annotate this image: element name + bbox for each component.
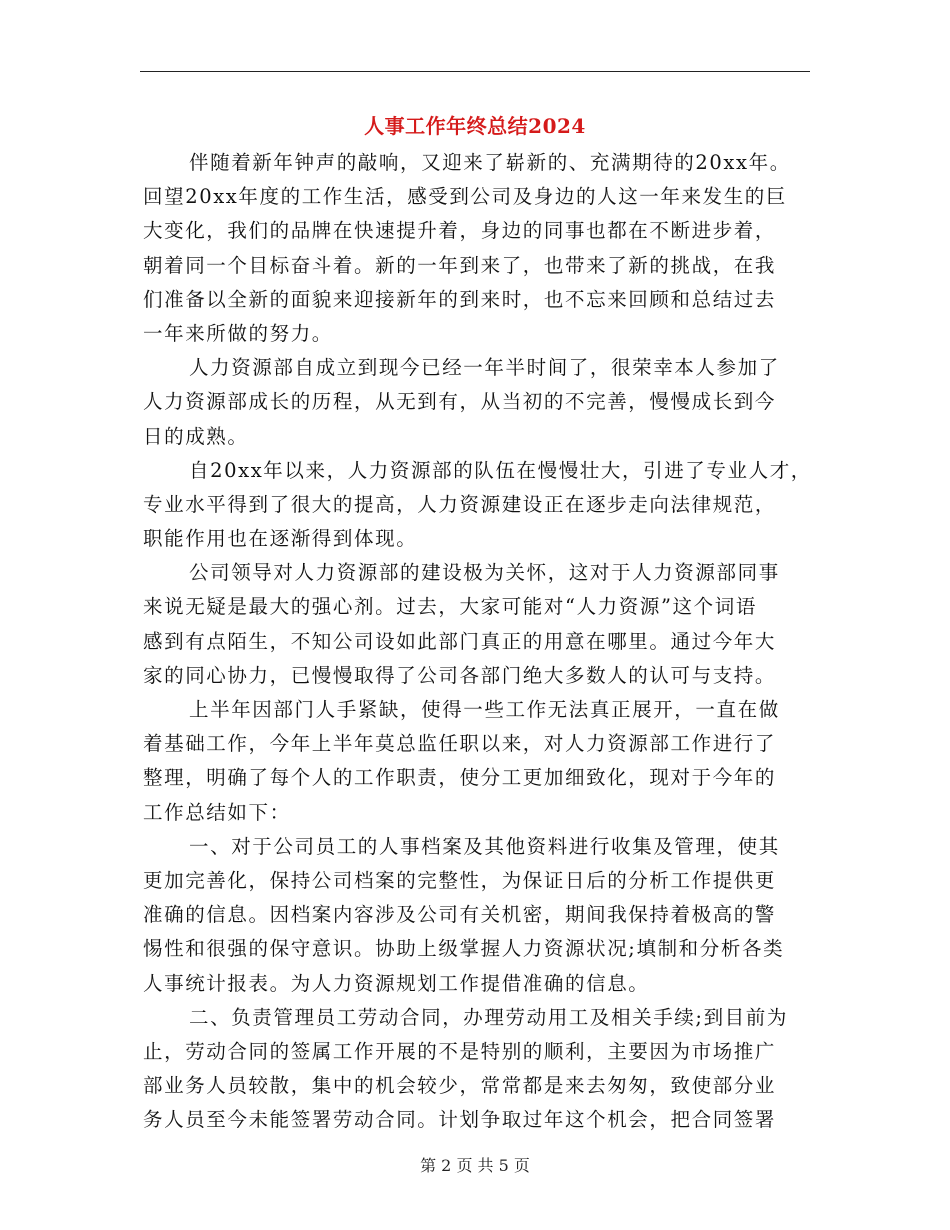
- body-line: 专业水平得到了很大的提高，人力资源建设正在逐步走向法律规范，: [143, 492, 777, 516]
- body-line: 大变化，我们的品牌在快速提升着，身边的同事也都在不断进步着，: [143, 219, 777, 243]
- body-line: 一、对于公司员工的人事档案及其他资料进行收集及管理，使其: [189, 834, 780, 858]
- body-line: 着基础工作，今年上半年莫总监任职以来，对人力资源部工作进行了: [143, 732, 777, 756]
- body-line: 更加完善化，保持公司档案的完整性，为保证日后的分析工作提供更: [143, 868, 777, 892]
- page-footer: 第 2 页 共 5 页: [420, 1156, 530, 1175]
- body-line: 家的同心协力，已慢慢取得了公司各部门绝大多数人的认可与支持。: [143, 663, 777, 687]
- document-title: 人事工作年终总结2024: [364, 114, 586, 138]
- body-line: 回望20xx年度的工作生活，感受到公司及身边的人这一年来发生的巨: [143, 185, 788, 209]
- body-line: 朝着同一个目标奋斗着。新的一年到来了，也带来了新的挑战，在我: [143, 253, 777, 277]
- body-line: 上半年因部门人手紧缺，使得一些工作无法真正展开，一直在做: [189, 698, 780, 721]
- body-line: 们准备以全新的面貌来迎接新年的到来时，也不忘来回顾和总结过去: [143, 287, 777, 311]
- body-line: 自20xx年以来，人力资源部的队伍在慢慢壮大，引进了专业人才，: [189, 458, 812, 482]
- body-line: 人力资源部自成立到现今已经一年半时间了，很荣幸本人参加了: [189, 356, 780, 380]
- body-line: 工作总结如下：: [143, 800, 291, 824]
- body-line: 日的成熟。: [143, 424, 249, 448]
- body-line: 人力资源部成长的历程，从无到有，从当初的不完善，慢慢成长到今: [143, 390, 777, 414]
- body-line: 职能作用也在逐渐得到体现。: [143, 527, 418, 551]
- body-line: 务人员至今未能签署劳动合同。计划争取过年这个机会，把合同签署: [143, 1108, 777, 1132]
- body-line: 止，劳动合同的签属工作开展的不是特别的顺利，主要因为市场推广: [143, 1039, 777, 1063]
- body-line: 一年来所做的努力。: [143, 321, 333, 345]
- body-line: 惕性和很强的保守意识。协助上级掌握人力资源状况;填制和分析各类: [143, 937, 785, 961]
- body-line: 人事统计报表。为人力资源规划工作提借准确的信息。: [143, 971, 650, 995]
- body-line: 公司领导对人力资源部的建设极为关怀，这对于人力资源部同事: [189, 561, 780, 585]
- body-line: 二、负责管理员工劳动合同，办理劳动用工及相关手续;到目前为: [189, 1005, 788, 1029]
- body-line: 来说无疑是最大的强心剂。过去，大家可能对“人力资源”这个词语: [143, 595, 757, 619]
- body-line: 整理，明确了每个人的工作职责，使分工更加细致化，现对于今年的: [143, 766, 777, 790]
- body-line: 感到有点陌生，不知公司设如此部门真正的用意在哪里。通过今年大: [143, 629, 777, 653]
- body-line: 伴随着新年钟声的敲响，又迎来了崭新的、充满期待的20xx年。: [189, 151, 791, 174]
- body-line: 部业务人员较散，集中的机会较少，常常都是来去匆匆，致使部分业: [143, 1074, 777, 1098]
- body-line: 准确的信息。因档案内容涉及公司有关机密，期间我保持着极高的警: [143, 903, 777, 927]
- document-body: [143, 146, 813, 1137]
- header-rule: [140, 71, 810, 72]
